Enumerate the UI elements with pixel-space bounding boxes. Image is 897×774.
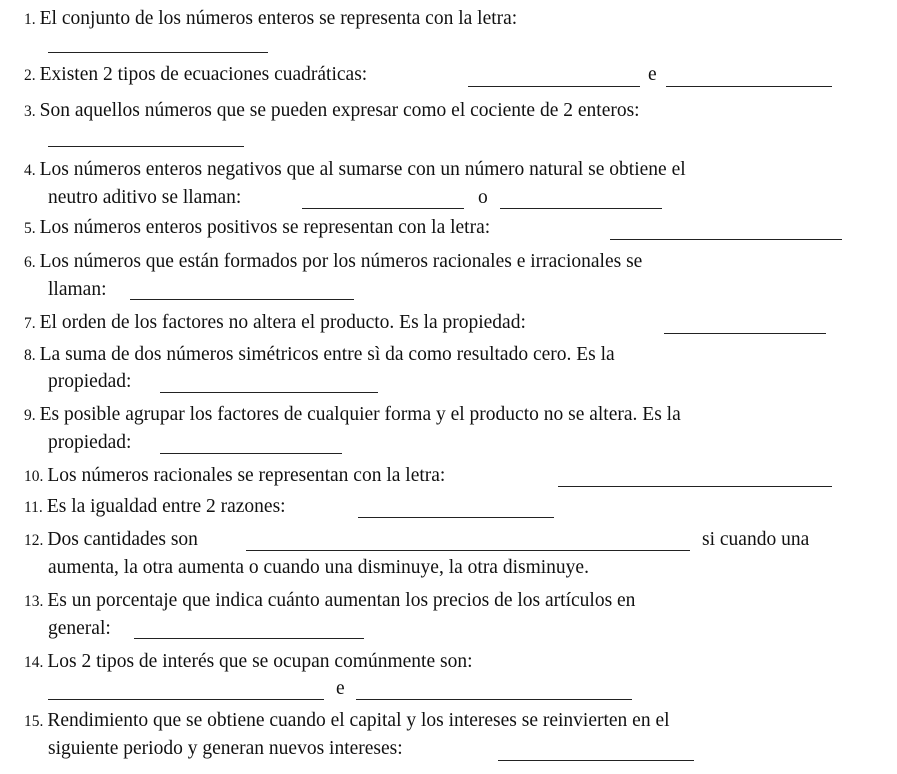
question-number: 10. bbox=[24, 468, 44, 485]
question-text: llaman: bbox=[48, 279, 107, 300]
question-text: El conjunto de los números enteros se representa con la letra: bbox=[39, 8, 518, 29]
question-text: aumenta, la otra aumenta o cuando una disminuye, la otra disminuye. bbox=[48, 557, 589, 578]
question-15 bbox=[24, 708, 670, 734]
separator-e: e bbox=[648, 64, 657, 85]
question-number: 8. bbox=[24, 347, 36, 364]
question-text: Es un porcentaje que indica cuánto aumentan los precios de los artículos en bbox=[47, 590, 636, 611]
answer-blank-7[interactable] bbox=[664, 333, 826, 334]
answer-blank-4a[interactable] bbox=[302, 208, 464, 209]
question-2 bbox=[24, 62, 367, 88]
question-15-cont bbox=[48, 736, 403, 762]
answer-blank-10[interactable] bbox=[558, 486, 832, 487]
answer-blank-12[interactable] bbox=[246, 550, 690, 551]
question-number: 12. bbox=[24, 532, 44, 549]
separator-o: o bbox=[478, 187, 488, 208]
answer-blank-1[interactable] bbox=[48, 52, 268, 53]
question-number: 3. bbox=[24, 103, 36, 120]
question-5 bbox=[24, 215, 490, 241]
question-text: neutro aditivo se llaman: bbox=[48, 187, 242, 208]
answer-blank-4b[interactable] bbox=[500, 208, 662, 209]
question-text: siguiente periodo y generan nuevos intereses: bbox=[48, 738, 403, 759]
question-number: 1. bbox=[24, 11, 36, 28]
question-text: Existen 2 tipos de ecuaciones cuadráticas: bbox=[39, 64, 368, 85]
question-14 bbox=[24, 649, 473, 675]
question-12-tail: si cuando una bbox=[702, 529, 810, 550]
question-number: 14. bbox=[24, 654, 44, 671]
answer-blank-8[interactable] bbox=[160, 392, 378, 393]
question-1 bbox=[24, 6, 517, 32]
question-text: propiedad: bbox=[48, 432, 132, 453]
question-4 bbox=[24, 157, 686, 183]
answer-blank-15[interactable] bbox=[498, 760, 694, 761]
answer-blank-9[interactable] bbox=[160, 453, 342, 454]
question-text: Los números enteros negativos que al sumarse con un número natural se obtiene el bbox=[39, 159, 686, 180]
question-number: 15. bbox=[24, 713, 44, 730]
question-text: La suma de dos números simétricos entre sì da como resultado cero. Es la bbox=[39, 344, 615, 365]
question-12-cont bbox=[48, 555, 589, 581]
answer-blank-13[interactable] bbox=[134, 638, 364, 639]
answer-blank-14b[interactable] bbox=[356, 699, 632, 700]
question-8-cont bbox=[48, 369, 131, 395]
answer-blank-3[interactable] bbox=[48, 146, 244, 147]
question-text: general: bbox=[48, 618, 111, 639]
separator-e: e bbox=[336, 678, 345, 699]
question-number: 5. bbox=[24, 220, 36, 237]
question-text: Los números que están formados por los números racionales e irracionales se bbox=[39, 251, 643, 272]
question-text: Es la igualdad entre 2 razones: bbox=[46, 496, 286, 517]
question-text: Son aquellos números que se pueden expresar como el cociente de 2 enteros: bbox=[39, 100, 640, 121]
question-number: 4. bbox=[24, 162, 36, 179]
question-text: Rendimiento que se obtiene cuando el capital y los intereses se reinvierten en el bbox=[47, 710, 670, 731]
question-3 bbox=[24, 98, 640, 124]
question-text: El orden de los factores no altera el producto. Es la propiedad: bbox=[39, 312, 526, 333]
question-number: 11. bbox=[24, 499, 43, 516]
question-6-cont bbox=[48, 277, 106, 303]
answer-blank-2a[interactable] bbox=[468, 86, 640, 87]
answer-blank-2b[interactable] bbox=[666, 86, 832, 87]
question-7 bbox=[24, 310, 526, 336]
question-number: 6. bbox=[24, 254, 36, 271]
question-number: 2. bbox=[24, 67, 36, 84]
answer-blank-14a[interactable] bbox=[48, 699, 324, 700]
answer-blank-6[interactable] bbox=[130, 299, 354, 300]
question-9-cont bbox=[48, 430, 131, 456]
question-13 bbox=[24, 588, 635, 614]
question-13-cont bbox=[48, 616, 111, 642]
question-12 bbox=[24, 527, 198, 553]
question-text: Es posible agrupar los factores de cualquier forma y el producto no se altera. Es la bbox=[39, 404, 681, 425]
question-8 bbox=[24, 342, 615, 368]
question-text: Dos cantidades son bbox=[47, 529, 198, 550]
question-9 bbox=[24, 402, 681, 428]
question-text: Los números enteros positivos se representan con la letra: bbox=[39, 217, 491, 238]
question-text: Los números racionales se representan con la letra: bbox=[47, 465, 446, 486]
question-11 bbox=[24, 494, 286, 520]
question-number: 9. bbox=[24, 407, 36, 424]
question-10 bbox=[24, 463, 445, 489]
answer-blank-5[interactable] bbox=[610, 239, 842, 240]
question-text: Los 2 tipos de interés que se ocupan comúnmente son: bbox=[47, 651, 473, 672]
question-number: 7. bbox=[24, 315, 36, 332]
answer-blank-11[interactable] bbox=[358, 517, 554, 518]
question-4-cont bbox=[48, 185, 241, 211]
question-text: propiedad: bbox=[48, 371, 132, 392]
question-6 bbox=[24, 249, 642, 275]
question-number: 13. bbox=[24, 593, 44, 610]
